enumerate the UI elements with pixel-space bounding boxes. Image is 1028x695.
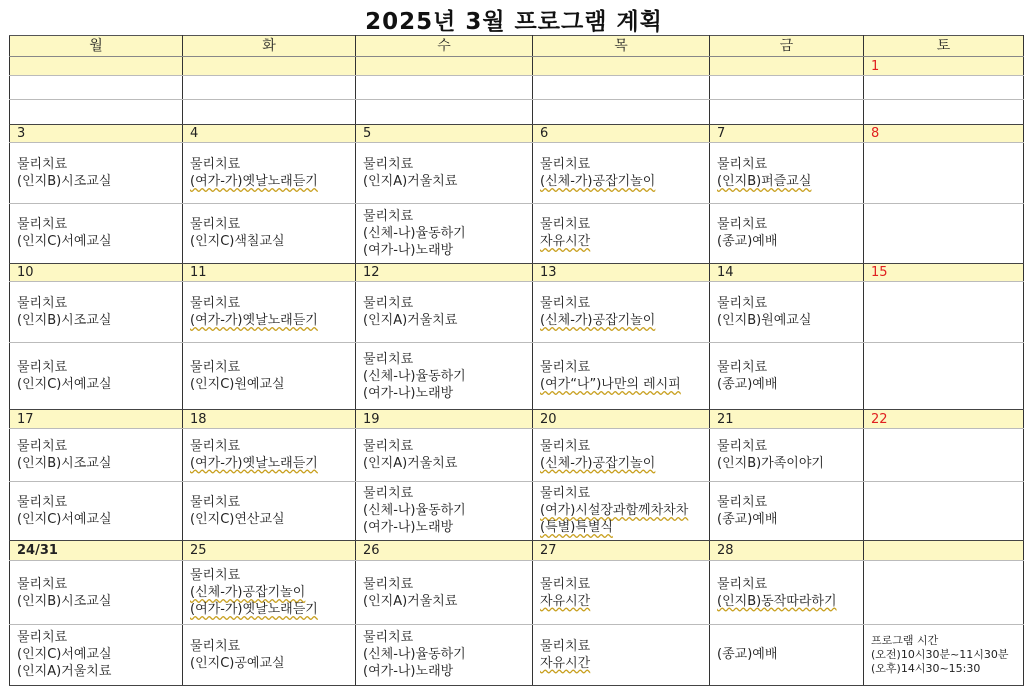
program-entry: 물리치료: [717, 295, 768, 311]
program-entry: (신체-나)율동하기: [363, 647, 466, 663]
program-entry: (인지C)연산교실: [190, 511, 285, 527]
program-cell: [533, 624, 710, 685]
program-entry: 자유시간: [540, 593, 591, 609]
date-cell: [864, 541, 1024, 561]
program-entry: 물리치료: [363, 486, 414, 502]
program-entry: 물리치료: [717, 157, 768, 173]
week-1-date-row: [10, 57, 1024, 75]
program-entry: 물리치료: [363, 351, 414, 367]
program-cell: [710, 343, 864, 410]
program-cell: [10, 204, 183, 263]
program-entry: (인지C)색칠교실: [190, 234, 285, 250]
program-cell: [356, 143, 533, 204]
program-entry: 물리치료: [717, 438, 768, 454]
program-entry: (인지B)시조교실: [17, 593, 112, 609]
program-entry: (신체-가)공잡기놀이: [540, 455, 656, 471]
program-entry: 물리치료: [540, 638, 591, 654]
program-cell: [710, 75, 864, 99]
program-entry: 물리치료: [190, 217, 241, 233]
program-entry: (인지B)시조교실: [17, 455, 112, 471]
program-entry: (인지B)퍼즐교실: [717, 174, 812, 190]
program-entry: (인지A)거울치료: [363, 174, 458, 190]
program-cell: [533, 343, 710, 410]
date-cell: 3: [10, 124, 183, 142]
program-cell: [710, 428, 864, 481]
program-entry: 물리치료: [190, 638, 241, 654]
program-entry: 물리치료: [540, 157, 591, 173]
date-cell: 5: [356, 124, 533, 142]
program-cell: [183, 143, 356, 204]
program-entry: 물리치료: [17, 295, 68, 311]
program-cell: [710, 143, 864, 204]
program-entry: 물리치료: [190, 157, 241, 173]
program-entry: 물리치료: [190, 295, 241, 311]
program-cell: [533, 428, 710, 481]
program-cell: [10, 561, 183, 624]
date-cell: [183, 57, 356, 75]
week-5-program-row1: [10, 561, 1024, 624]
program-entry: 자유시간: [540, 655, 591, 671]
program-cell: [356, 100, 533, 124]
program-entry: (여가-가)옛날노래듣기: [190, 174, 318, 190]
program-cell: [864, 481, 1024, 540]
program-entry: 물리치료: [17, 438, 68, 454]
program-entry: (인지B)시조교실: [17, 174, 112, 190]
week-4-date-row: [10, 410, 1024, 428]
program-cell: [533, 561, 710, 624]
date-cell: 24/31: [10, 541, 183, 561]
date-cell: 7: [710, 124, 864, 142]
program-entry: (인지A)거울치료: [17, 664, 112, 680]
weekday-header-row: [10, 36, 1024, 57]
week-3-date-row: [10, 263, 1024, 281]
program-cell: [864, 143, 1024, 204]
program-entry: (인지C)서예교실: [17, 647, 112, 663]
week-1-program-row1: [10, 75, 1024, 99]
program-entry: (여가-가)옛날노래듣기: [190, 455, 318, 471]
program-entry: 물리치료: [363, 295, 414, 311]
program-entry: 물리치료: [363, 157, 414, 173]
program-cell: [533, 75, 710, 99]
program-cell: [356, 343, 533, 410]
program-entry: (신체-나)율동하기: [363, 225, 466, 241]
program-entry: 물리치료: [540, 295, 591, 311]
date-cell: [356, 57, 533, 75]
weekday-header-fri: 금: [710, 36, 864, 57]
date-cell: 20: [533, 410, 710, 428]
program-entry: 물리치료: [717, 576, 768, 592]
program-entry: 물리치료: [540, 217, 591, 233]
program-entry: 물리치료: [190, 360, 241, 376]
program-entry: (인지C)서예교실: [17, 377, 112, 393]
weekday-header-mon: 월: [10, 36, 183, 57]
program-entry: (인지C)원예교실: [190, 377, 285, 393]
date-cell: 10: [10, 263, 183, 281]
program-entry: 물리치료: [17, 630, 68, 646]
program-entry: 물리치료: [717, 494, 768, 510]
week-2-program-row2: [10, 204, 1024, 263]
program-cell: [864, 624, 1024, 685]
program-cell: [533, 143, 710, 204]
weekday-header-sat: 토: [864, 36, 1024, 57]
program-entry: (여가-나)노래방: [363, 385, 454, 401]
program-cell: [710, 561, 864, 624]
week-5-program-row2: [10, 624, 1024, 685]
program-entry: 물리치료: [540, 438, 591, 454]
program-cell: [710, 624, 864, 685]
program-entry: 물리치료: [17, 360, 68, 376]
page-title: 2025년 3월 프로그램 계획: [365, 9, 663, 35]
program-entry: 물리치료: [717, 217, 768, 233]
program-cell: [710, 481, 864, 540]
date-cell: 17: [10, 410, 183, 428]
program-cell: [356, 204, 533, 263]
program-entry: 물리치료: [190, 438, 241, 454]
date-cell: [710, 57, 864, 75]
program-entry: (신체-나)율동하기: [363, 368, 466, 384]
week-3-program-row2: [10, 343, 1024, 410]
program-cell: [356, 75, 533, 99]
program-cell: [864, 561, 1024, 624]
program-entry: 물리치료: [17, 576, 68, 592]
program-entry: (여가-나)노래방: [363, 242, 454, 258]
program-entry: 물리치료: [363, 630, 414, 646]
program-cell: [10, 624, 183, 685]
program-cell: [10, 143, 183, 204]
program-entry: 물리치료: [540, 486, 591, 502]
program-entry: 물리치료: [17, 157, 68, 173]
date-cell: 6: [533, 124, 710, 142]
program-entry: (종교)예배: [717, 377, 778, 393]
program-cell: [710, 204, 864, 263]
date-cell: 26: [356, 541, 533, 561]
program-entry: (여가“나”)나만의 레시피: [540, 377, 681, 393]
program-entry: 물리치료: [540, 576, 591, 592]
program-cell: [864, 343, 1024, 410]
program-entry: 물리치료: [540, 360, 591, 376]
program-cell: [864, 428, 1024, 481]
date-cell: 4: [183, 124, 356, 142]
program-entry: (인지C)서예교실: [17, 234, 112, 250]
program-cell: [183, 343, 356, 410]
program-entry: (여가)시설장과함께차차차: [540, 503, 689, 519]
program-entry: (인지C)공예교실: [190, 655, 285, 671]
program-entry: (신체-나)율동하기: [363, 503, 466, 519]
program-cell: [533, 204, 710, 263]
program-entry: 물리치료: [717, 360, 768, 376]
program-entry: (여가-나)노래방: [363, 520, 454, 536]
week-4-program-row1: [10, 428, 1024, 481]
program-cell: [864, 281, 1024, 342]
program-entry: (인지B)시조교실: [17, 312, 112, 328]
date-cell: 15: [864, 263, 1024, 281]
program-cell: [864, 100, 1024, 124]
date-cell: 21: [710, 410, 864, 428]
program-entry: 물리치료: [190, 568, 241, 584]
weekday-header-thu: 목: [533, 36, 710, 57]
program-cell: [10, 343, 183, 410]
date-cell: 25: [183, 541, 356, 561]
weekday-header-tue: 화: [183, 36, 356, 57]
program-cell: [710, 281, 864, 342]
program-entry: 물리치료: [363, 438, 414, 454]
date-cell: 14: [710, 263, 864, 281]
program-entry: (인지B)동작따라하기: [717, 593, 837, 609]
program-entry: 자유시간: [540, 234, 591, 250]
program-entry: (인지B)원예교실: [717, 312, 812, 328]
date-cell: 12: [356, 263, 533, 281]
date-cell: 22: [864, 410, 1024, 428]
program-cell: [10, 100, 183, 124]
program-entry: (종교)예배: [717, 511, 778, 527]
date-cell: 8: [864, 124, 1024, 142]
program-cell: [356, 561, 533, 624]
program-entry: 물리치료: [363, 208, 414, 224]
program-cell: [183, 428, 356, 481]
program-cell: [183, 204, 356, 263]
program-cell: [533, 481, 710, 540]
program-entry: (인지C)서예교실: [17, 511, 112, 527]
program-cell: [183, 624, 356, 685]
program-entry: 물리치료: [17, 494, 68, 510]
date-cell: 19: [356, 410, 533, 428]
program-entry: (신체-가)공잡기놀이: [190, 585, 306, 601]
date-cell: 18: [183, 410, 356, 428]
program-entry: (인지B)가족이야기: [717, 455, 824, 471]
week-2-date-row: [10, 124, 1024, 142]
program-cell: [183, 75, 356, 99]
date-cell: 13: [533, 263, 710, 281]
program-entry: 물리치료: [363, 576, 414, 592]
date-cell: 27: [533, 541, 710, 561]
program-time-note: (오전)10시30분~11시30분: [871, 647, 1009, 661]
program-entry: (신체-가)공잡기놀이: [540, 174, 656, 190]
program-entry: (인지A)거울치료: [363, 593, 458, 609]
date-cell: 1: [864, 57, 1024, 75]
program-cell: [533, 281, 710, 342]
program-cell: [183, 281, 356, 342]
program-cell: [864, 204, 1024, 263]
program-entry: (여가-나)노래방: [363, 664, 454, 680]
program-cell: [183, 561, 356, 624]
program-entry: 물리치료: [17, 217, 68, 233]
program-cell: [356, 481, 533, 540]
date-cell: 28: [710, 541, 864, 561]
program-entry: 물리치료: [190, 494, 241, 510]
program-entry: (인지A)거울치료: [363, 312, 458, 328]
program-cell: [10, 281, 183, 342]
program-entry: (종교)예배: [717, 234, 778, 250]
week-4-program-row2: [10, 481, 1024, 540]
program-entry: (특별)특별식: [540, 520, 613, 536]
program-cell: [864, 75, 1024, 99]
program-cell: [183, 100, 356, 124]
program-cell: [710, 100, 864, 124]
program-cell: [183, 481, 356, 540]
week-3-program-row1: [10, 281, 1024, 342]
program-cell: [10, 75, 183, 99]
program-entry: (여가-가)옛날노래듣기: [190, 312, 318, 328]
program-time-note: 프로그램 시간: [871, 633, 939, 647]
program-cell: [356, 428, 533, 481]
date-cell: [533, 57, 710, 75]
program-cell: [10, 428, 183, 481]
program-entry: (여가-가)옛날노래듣기: [190, 602, 318, 618]
program-calendar: [9, 35, 1024, 686]
week-5-date-row: [10, 541, 1024, 561]
program-entry: (신체-가)공잡기놀이: [540, 312, 656, 328]
program-entry: (종교)예배: [717, 647, 778, 663]
program-cell: [356, 281, 533, 342]
week-2-program-row1: [10, 143, 1024, 204]
date-cell: [10, 57, 183, 75]
program-time-note: (오후)14시30~15:30: [871, 661, 981, 675]
weekday-header-wed: 수: [356, 36, 533, 57]
week-1-program-row2: [10, 100, 1024, 124]
date-cell: 11: [183, 263, 356, 281]
program-cell: [533, 100, 710, 124]
program-entry: (인지A)거울치료: [363, 455, 458, 471]
program-cell: [10, 481, 183, 540]
program-cell: [356, 624, 533, 685]
